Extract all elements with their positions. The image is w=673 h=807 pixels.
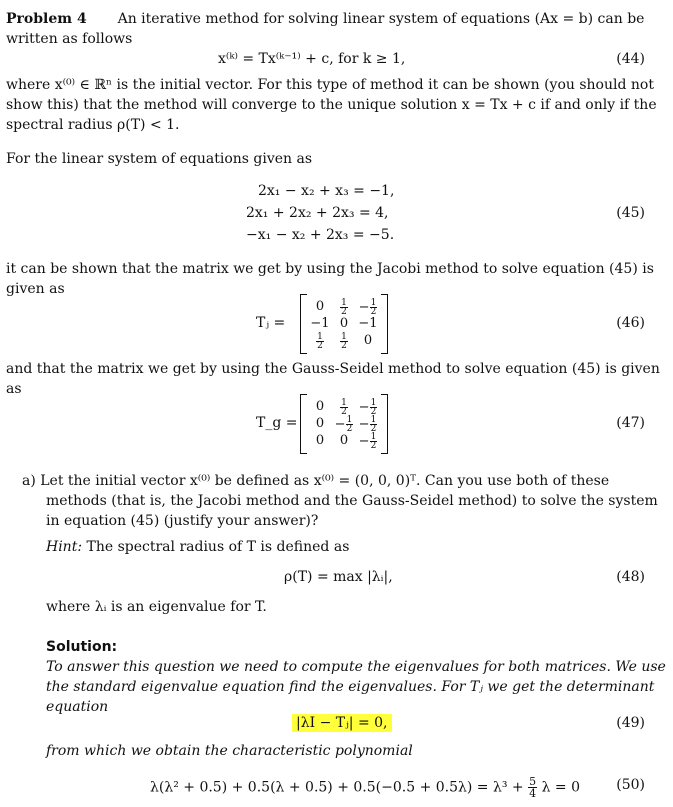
tj-label: Tⱼ = — [256, 315, 286, 331]
tj-cell-1-1: 0 — [339, 316, 349, 331]
jacobi-line-2: given as — [6, 281, 65, 297]
part-a-line-1: a) Let the initial vector x⁽⁰⁾ be defined as x⁽⁰⁾ = (0, 0, 0)ᵀ. Can you use both of these — [22, 473, 610, 489]
char-poly-line: from which we obtain the characteristic polynomial — [46, 743, 413, 759]
tg-cell-2-0: 0 — [315, 433, 325, 448]
where-line-1: where x⁽⁰⁾ ∈ ℝⁿ is the initial vector. For this type of method it can be shown (you should not — [6, 77, 654, 93]
fraction-numerator: 5 — [529, 775, 537, 788]
tg-cell-0-0: 0 — [315, 399, 325, 414]
solution-line-3: equation — [46, 699, 109, 715]
matrix-right-bracket — [381, 294, 388, 354]
solution-line-1: To answer this question we need to compute the eigenvalues for both matrices. We use — [46, 659, 666, 675]
solution-label: Solution: — [46, 639, 118, 655]
tg-cell-0-1: $\frac{1}{2}$ — [341, 398, 347, 417]
gauss-seidel-line-1: and that the matrix we get by using the Gauss-Seidel method to solve equation (45) is given — [6, 361, 660, 377]
tj-cell-2-0: $\frac{1}{2}$ — [317, 332, 323, 351]
tg-matrix-grid — [307, 398, 381, 450]
system-equation-2: 2x₁ + 2x₂ + 2x₃ = 4, — [246, 205, 389, 221]
system-equation-1: 2x₁ − x₂ + x₃ = −1, — [258, 183, 395, 199]
equation-50-fraction — [528, 776, 537, 799]
hint-label: Hint: — [46, 539, 83, 555]
equation-49-number: (49) — [616, 715, 645, 731]
equation-49 — [292, 714, 392, 732]
tj-cell-0-0: 0 — [315, 299, 325, 314]
hint-line — [46, 538, 645, 556]
equation-50-left: λ(λ² + 0.5) + 0.5(λ + 0.5) + 0.5(−0.5 + 0.5λ) = λ³ + — [150, 779, 524, 796]
where-line-3: spectral radius ρ(T) < 1. — [6, 117, 180, 133]
problem-intro-line-1 — [6, 10, 645, 28]
equation-50 — [150, 776, 580, 799]
equation-45-number: (45) — [616, 205, 645, 221]
tj-cell-0-2: − $\frac{1}{2}$ — [358, 298, 377, 317]
tg-cell-1-0: 0 — [315, 416, 325, 431]
problem-intro-line-2: written as follows — [6, 31, 133, 47]
tg-cell-1-1: − $\frac{1}{2}$ — [334, 415, 353, 434]
equation-50-number: (50) — [616, 777, 645, 793]
hint-text: The spectral radius of T is defined as — [86, 539, 350, 555]
matrix-left-bracket — [300, 394, 307, 454]
for-system-line: For the linear system of equations given as — [6, 151, 313, 167]
tg-label: T_g = — [256, 415, 298, 431]
part-a-line-2: methods (that is, the Jacobi method and the Gauss-Seidel method) to solve the system — [46, 493, 658, 509]
where-eigen-line: where λᵢ is an eigenvalue for T. — [46, 599, 267, 615]
tj-cell-1-0: −1 — [310, 316, 330, 331]
equation-46-number: (46) — [616, 315, 645, 331]
tj-matrix-grid — [307, 298, 381, 350]
tj-cell-1-2: −1 — [358, 316, 378, 331]
tg-cell-0-2: − $\frac{1}{2}$ — [358, 398, 377, 417]
matrix-left-bracket — [300, 294, 307, 354]
solution-line-2: the standard eigenvalue equation find the eigenvalues. For Tⱼ we get the determinant — [46, 679, 655, 695]
tg-cell-2-2: − $\frac{1}{2}$ — [358, 432, 377, 451]
tg-cell-2-1: 0 — [339, 433, 349, 448]
tg-matrix — [300, 395, 388, 453]
equation-50-right: λ = 0 — [541, 779, 580, 796]
gauss-seidel-line-2: as — [6, 381, 22, 397]
jacobi-line-1: it can be shown that the matrix we get by using the Jacobi method to solve equation (45) is — [6, 261, 654, 277]
fraction-denominator: 4 — [529, 787, 537, 800]
equation-47-number: (47) — [616, 415, 645, 431]
tj-cell-2-2: 0 — [363, 333, 373, 348]
equation-48: ρ(T) = max |λᵢ|, — [284, 569, 393, 585]
equation-48-number: (48) — [616, 569, 645, 585]
where-line-2: show this) that the method will converge to the unique solution x = Tx + c if and only if the — [6, 97, 657, 113]
equation-44: x⁽ᵏ⁾ = Tx⁽ᵏ⁻¹⁾ + c, for k ≥ 1, — [218, 51, 406, 67]
part-a-line-3: in equation (45) (justify your answer)? — [46, 513, 319, 529]
tj-cell-0-1: $\frac{1}{2}$ — [341, 298, 347, 317]
problem-title: Problem 4 — [6, 11, 87, 27]
system-equation-3: −x₁ − x₂ + 2x₃ = −5. — [246, 227, 395, 243]
tj-cell-2-1: $\frac{1}{2}$ — [341, 332, 347, 351]
problem-intro-text: An iterative method for solving linear system of equations (Ax = b) can be — [117, 11, 645, 27]
tg-cell-1-2: − $\frac{1}{2}$ — [358, 415, 377, 434]
matrix-right-bracket — [381, 394, 388, 454]
highlighted-determinant: |λI − Tⱼ| = 0, — [292, 714, 392, 732]
equation-44-number: (44) — [616, 51, 645, 67]
tj-matrix — [300, 295, 388, 353]
